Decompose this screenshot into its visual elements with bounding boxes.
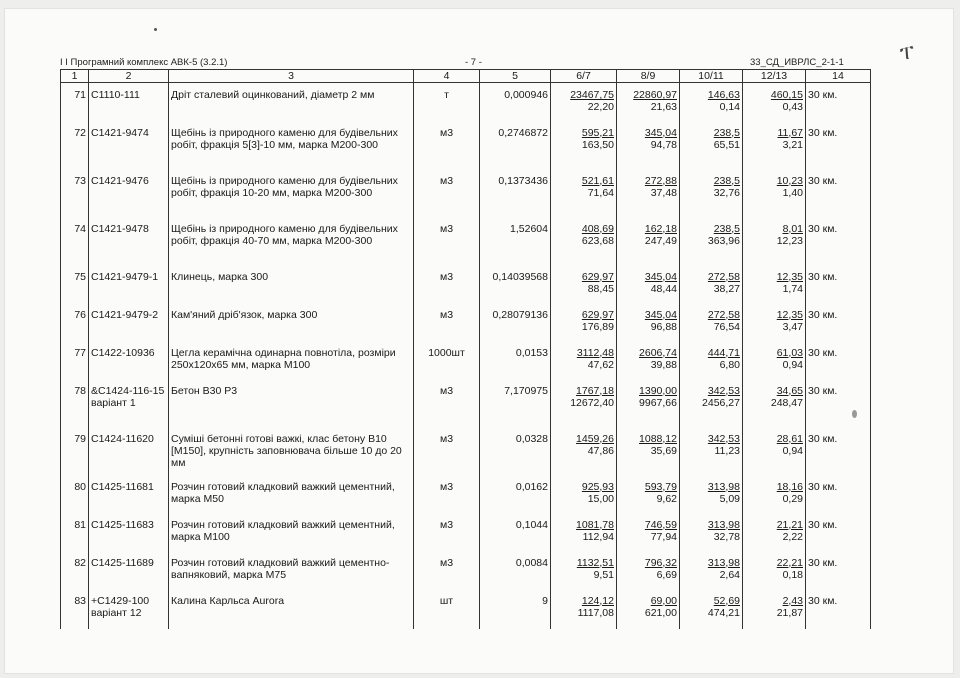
quantity: 0,0084 bbox=[480, 551, 551, 589]
price-10-11: 146,63 0,14 bbox=[680, 83, 743, 121]
resource-code: С1425-11683 bbox=[89, 513, 169, 551]
resource-name: Щебінь із природного каменю для будівельних робіт, фракція 5[3]-10 мм, марка М200-300 bbox=[169, 121, 414, 169]
table-row bbox=[61, 475, 871, 513]
quantity: 0,1044 bbox=[480, 513, 551, 551]
resource-name: Клинець, марка 300 bbox=[169, 265, 414, 303]
row-number: 76 bbox=[61, 303, 89, 341]
price-12-13: 21,21 2,22 bbox=[743, 513, 806, 551]
resource-code: С1421-9478 bbox=[89, 217, 169, 265]
column-header: 6/7 bbox=[551, 70, 617, 83]
row-number: 72 bbox=[61, 121, 89, 169]
price-6-7: 408,69 623,68 bbox=[551, 217, 617, 265]
price-6-7: 23467,75 22,20 bbox=[551, 83, 617, 121]
price-12-13: 34,65 248,47 bbox=[743, 379, 806, 427]
resource-name: Розчин готовий кладковий важкий цементний, марка М50 bbox=[169, 475, 414, 513]
resource-name: Цегла керамічна одинарна повнотіла, розміри 250х120х65 мм, марка М100 bbox=[169, 341, 414, 379]
price-6-7: 629,97 88,45 bbox=[551, 265, 617, 303]
note: 30 км. bbox=[806, 427, 871, 475]
handwritten-mark: ፐ bbox=[898, 39, 916, 65]
unit: м3 bbox=[414, 427, 480, 475]
quantity: 0,000946 bbox=[480, 83, 551, 121]
price-8-9: 1390,00 9967,66 bbox=[617, 379, 680, 427]
column-header: 5 bbox=[480, 70, 551, 83]
note: 30 км. bbox=[806, 341, 871, 379]
resource-name: Щебінь із природного каменю для будівельних робіт, фракція 40-70 мм, марка М200-300 bbox=[169, 217, 414, 265]
header-document-code: 33_СД_ИВРЛС_2-1-1 bbox=[750, 57, 844, 68]
price-10-11: 342,53 11,23 bbox=[680, 427, 743, 475]
unit: м3 bbox=[414, 513, 480, 551]
column-header: 2 bbox=[89, 70, 169, 83]
note: 30 км. bbox=[806, 551, 871, 589]
price-10-11: 342,53 2456,27 bbox=[680, 379, 743, 427]
price-8-9: 2606,74 39,88 bbox=[617, 341, 680, 379]
quantity: 7,170975 bbox=[480, 379, 551, 427]
price-6-7: 629,97 176,89 bbox=[551, 303, 617, 341]
quantity: 0,0153 bbox=[480, 341, 551, 379]
price-8-9: 22860,97 21,63 bbox=[617, 83, 680, 121]
note: 30 км. bbox=[806, 303, 871, 341]
price-6-7: 595,21 163,50 bbox=[551, 121, 617, 169]
table-row bbox=[61, 169, 871, 217]
table-row bbox=[61, 217, 871, 265]
row-number: 71 bbox=[61, 83, 89, 121]
price-8-9: 162,18 247,49 bbox=[617, 217, 680, 265]
quantity: 0,1373436 bbox=[480, 169, 551, 217]
note: 30 км. bbox=[806, 169, 871, 217]
quantity: 1,52604 bbox=[480, 217, 551, 265]
unit: 1000шт bbox=[414, 341, 480, 379]
scan-speck bbox=[154, 28, 157, 31]
resource-name: Калина Карльса Aurora bbox=[169, 589, 414, 629]
resource-code: С1110-111 bbox=[89, 83, 169, 121]
row-number: 79 bbox=[61, 427, 89, 475]
unit: м3 bbox=[414, 265, 480, 303]
resource-name: Розчин готовий кладковий важкий цементний, марка М100 bbox=[169, 513, 414, 551]
resource-code: +С1429-100 варіант 12 bbox=[89, 589, 169, 629]
price-8-9: 1088,12 35,69 bbox=[617, 427, 680, 475]
resource-code: &С1424-116-15 варіант 1 bbox=[89, 379, 169, 427]
table-row bbox=[61, 341, 871, 379]
note: 30 км. bbox=[806, 121, 871, 169]
price-6-7: 124,12 1117,08 bbox=[551, 589, 617, 629]
note: 30 км. bbox=[806, 265, 871, 303]
quantity: 0,2746872 bbox=[480, 121, 551, 169]
row-number: 75 bbox=[61, 265, 89, 303]
table-row bbox=[61, 265, 871, 303]
row-number: 78 bbox=[61, 379, 89, 427]
price-10-11: 272,58 76,54 bbox=[680, 303, 743, 341]
resource-code: С1421-9479-1 bbox=[89, 265, 169, 303]
resource-name: Бетон В30 Р3 bbox=[169, 379, 414, 427]
price-12-13: 61,03 0,94 bbox=[743, 341, 806, 379]
resource-code: С1425-11681 bbox=[89, 475, 169, 513]
resource-name: Кам'яний дріб'язок, марка 300 bbox=[169, 303, 414, 341]
unit: м3 bbox=[414, 551, 480, 589]
resource-code: С1421-9479-2 bbox=[89, 303, 169, 341]
row-number: 80 bbox=[61, 475, 89, 513]
price-6-7: 3112,48 47,62 bbox=[551, 341, 617, 379]
resource-code: С1422-10936 bbox=[89, 341, 169, 379]
price-12-13: 11,67 3,21 bbox=[743, 121, 806, 169]
note: 30 км. bbox=[806, 83, 871, 121]
price-6-7: 1132,51 9,51 bbox=[551, 551, 617, 589]
note: 30 км. bbox=[806, 217, 871, 265]
column-header: 4 bbox=[414, 70, 480, 83]
price-6-7: 521,61 71,64 bbox=[551, 169, 617, 217]
price-6-7: 925,93 15,00 bbox=[551, 475, 617, 513]
price-12-13: 8,01 12,23 bbox=[743, 217, 806, 265]
row-number: 77 bbox=[61, 341, 89, 379]
price-10-11: 444,71 6,80 bbox=[680, 341, 743, 379]
note: 30 км. bbox=[806, 513, 871, 551]
unit: м3 bbox=[414, 121, 480, 169]
price-10-11: 313,98 32,78 bbox=[680, 513, 743, 551]
note: 30 км. bbox=[806, 475, 871, 513]
table-body bbox=[61, 83, 871, 629]
column-header: 10/11 bbox=[680, 70, 743, 83]
price-6-7: 1081,78 112,94 bbox=[551, 513, 617, 551]
unit: т bbox=[414, 83, 480, 121]
column-header: 1 bbox=[61, 70, 89, 83]
price-8-9: 345,04 48,44 bbox=[617, 265, 680, 303]
unit: м3 bbox=[414, 379, 480, 427]
resource-code: С1424-11620 bbox=[89, 427, 169, 475]
price-10-11: 272,58 38,27 bbox=[680, 265, 743, 303]
price-12-13: 460,15 0,43 bbox=[743, 83, 806, 121]
price-12-13: 18,16 0,29 bbox=[743, 475, 806, 513]
table-row bbox=[61, 513, 871, 551]
price-8-9: 796,32 6,69 bbox=[617, 551, 680, 589]
table-row bbox=[61, 551, 871, 589]
table-row bbox=[61, 121, 871, 169]
table-row bbox=[61, 589, 871, 629]
page-header bbox=[60, 57, 870, 69]
resource-code: С1421-9476 bbox=[89, 169, 169, 217]
column-header: 3 bbox=[169, 70, 414, 83]
resource-name: Суміші бетонні готові важкі, клас бетону В10 [М150], крупність заповнювача більше 10 до 20 мм bbox=[169, 427, 414, 475]
price-12-13: 28,61 0,94 bbox=[743, 427, 806, 475]
column-header: 12/13 bbox=[743, 70, 806, 83]
price-6-7: 1459,26 47,86 bbox=[551, 427, 617, 475]
column-header: 8/9 bbox=[617, 70, 680, 83]
quantity: 0,0328 bbox=[480, 427, 551, 475]
unit: м3 bbox=[414, 169, 480, 217]
note: 30 км. bbox=[806, 589, 871, 629]
unit: м3 bbox=[414, 303, 480, 341]
price-10-11: 52,69 474,21 bbox=[680, 589, 743, 629]
column-header: 14 bbox=[806, 70, 871, 83]
row-number: 73 bbox=[61, 169, 89, 217]
quantity: 0,0162 bbox=[480, 475, 551, 513]
price-10-11: 238,5 32,76 bbox=[680, 169, 743, 217]
unit: м3 bbox=[414, 475, 480, 513]
price-8-9: 345,04 96,88 bbox=[617, 303, 680, 341]
resource-code: С1425-11689 bbox=[89, 551, 169, 589]
quantity: 9 bbox=[480, 589, 551, 629]
price-8-9: 345,04 94,78 bbox=[617, 121, 680, 169]
row-number: 74 bbox=[61, 217, 89, 265]
note: 30 км. bbox=[806, 379, 871, 427]
price-10-11: 238,5 65,51 bbox=[680, 121, 743, 169]
row-number: 82 bbox=[61, 551, 89, 589]
price-10-11: 313,98 5,09 bbox=[680, 475, 743, 513]
resource-name: Щебінь із природного каменю для будівельних робіт, фракція 10-20 мм, марка М200-300 bbox=[169, 169, 414, 217]
row-number: 81 bbox=[61, 513, 89, 551]
quantity: 0,28079136 bbox=[480, 303, 551, 341]
price-8-9: 69,00 621,00 bbox=[617, 589, 680, 629]
header-page-number: - 7 - bbox=[465, 57, 482, 68]
price-8-9: 746,59 77,94 bbox=[617, 513, 680, 551]
table-row bbox=[61, 303, 871, 341]
table-row bbox=[61, 379, 871, 427]
price-12-13: 2,43 21,87 bbox=[743, 589, 806, 629]
price-12-13: 12,35 1,74 bbox=[743, 265, 806, 303]
table-row bbox=[61, 83, 871, 121]
price-6-7: 1767,18 12672,40 bbox=[551, 379, 617, 427]
table-row bbox=[61, 427, 871, 475]
unit: м3 bbox=[414, 217, 480, 265]
price-10-11: 313,98 2,64 bbox=[680, 551, 743, 589]
header-program: І І Програмний комплекс АВК-5 (3.2.1) bbox=[60, 57, 228, 68]
price-8-9: 593,79 9,62 bbox=[617, 475, 680, 513]
column-header-row bbox=[61, 70, 871, 83]
resource-code: С1421-9474 bbox=[89, 121, 169, 169]
resource-name: Розчин готовий кладковий важкий цементно-вапняковий, марка М75 bbox=[169, 551, 414, 589]
materials-table bbox=[60, 69, 871, 629]
price-12-13: 10,23 1,40 bbox=[743, 169, 806, 217]
price-10-11: 238,5 363,96 bbox=[680, 217, 743, 265]
price-12-13: 12,35 3,47 bbox=[743, 303, 806, 341]
unit: шт bbox=[414, 589, 480, 629]
price-8-9: 272,88 37,48 bbox=[617, 169, 680, 217]
row-number: 83 bbox=[61, 589, 89, 629]
resource-name: Дріт сталевий оцинкований, діаметр 2 мм bbox=[169, 83, 414, 121]
quantity: 0,14039568 bbox=[480, 265, 551, 303]
price-12-13: 22,21 0,18 bbox=[743, 551, 806, 589]
